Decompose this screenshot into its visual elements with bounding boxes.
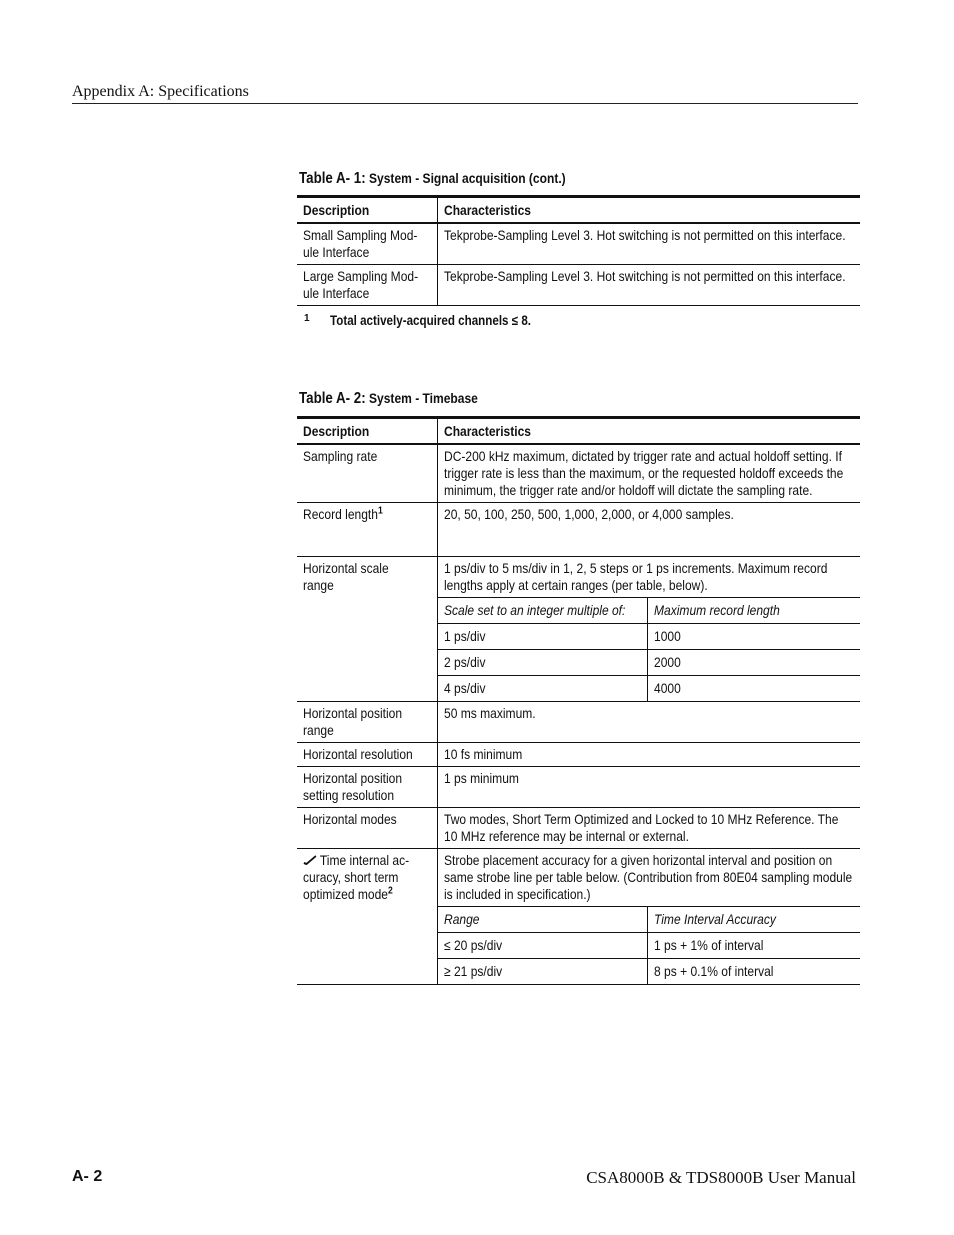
subtable-head-left: Scale set to an integer multiple of: (438, 598, 648, 624)
table-a1-caption-text: System - Signal acquisition (cont.) (369, 170, 566, 186)
subtable-row: ≤ 20 ps/div 1 ps + 1% of interval (438, 933, 860, 959)
row-desc: Large Sampling Mod- ule Interface (297, 265, 438, 306)
footnote-text: Total actively-acquired channels ≤ 8. (329, 313, 531, 328)
footnote-number: 1 (304, 313, 310, 324)
subtable-head-left: Range (438, 907, 648, 933)
table-a2-caption (299, 390, 478, 408)
row-char: Tekprobe-Sampling Level 3. Hot switching is not permitted on this interface. (438, 265, 861, 306)
table-row (297, 444, 860, 503)
checkmark-icon (303, 855, 317, 865)
table-a1-footnote (304, 313, 563, 328)
table-row (297, 767, 860, 808)
table-row (297, 557, 860, 702)
subtable-head-right: Time Interval Accuracy (648, 907, 861, 933)
row-char: 1 ps/div to 5 ms/div in 1, 2, 5 steps or 1 ps increments. Maximum record lengths apply at certain ranges (per table, below). Scale set to an integer multiple of: Maximum record length 1 ps/div 1000 2 ps/div 2000 4 ps/div 4000 (438, 557, 861, 702)
table-row (297, 702, 860, 743)
table-row (297, 223, 860, 265)
table-a2-caption-text: System - Timebase (369, 390, 478, 406)
table-a1-caption-lead: Table A- 1: (299, 170, 366, 187)
table-a1-caption (299, 170, 566, 188)
row-desc: Record length$^1$ (297, 503, 438, 557)
table-a1-col-characteristics: Characteristics (438, 197, 861, 224)
table-a1 (297, 195, 860, 306)
subtable-row: 1 ps/div 1000 (438, 624, 860, 650)
table-a1-col-description: Description (297, 197, 438, 224)
row-char: Tekprobe-Sampling Level 3. Hot switching is not permitted on this interface. (438, 223, 861, 265)
subtable-row: 4 ps/div 4000 (438, 676, 860, 702)
running-head: Appendix A: Specifications (72, 82, 858, 104)
row-desc: Small Sampling Mod- ule Interface (297, 223, 438, 265)
table-a2-col-description: Description (297, 418, 438, 445)
row-char: 1 ps minimum (438, 767, 861, 808)
row-desc: Horizontal resolution (297, 743, 438, 767)
row-desc: Sampling rate (297, 444, 438, 503)
scale-subtable (438, 598, 860, 701)
subtable-row: 2 ps/div 2000 (438, 650, 860, 676)
row-char: 20, 50, 100, 250, 500, 1,000, 2,000, or 4,000 samples. (438, 503, 861, 557)
row-char: Strobe placement accuracy for a given horizontal interval and position on same strobe line per table below. (Contribution from 80E04 sampling module is included in specification.) Range Time Interval Accuracy ≤ 20 ps/div 1 ps + 1% of interval ≥ 21 ps/div 8 ps + 0.1% of interval (438, 849, 861, 985)
table-a2-caption-lead: Table A- 2: (299, 390, 366, 407)
accuracy-subtable (438, 907, 860, 984)
row-desc: Horizontal position range (297, 702, 438, 743)
manual-title: CSA8000B & TDS8000B User Manual (586, 1168, 856, 1187)
row-char: 50 ms maximum. (438, 702, 861, 743)
table-row (297, 503, 860, 557)
row-char: 10 fs minimum (438, 743, 861, 767)
row-char: Two modes, Short Term Optimized and Locked to 10 MHz Reference. The 10 MHz reference may be internal or external. (438, 808, 861, 849)
row-desc: Horizontal position setting resolution (297, 767, 438, 808)
subtable-row: ≥ 21 ps/div 8 ps + 0.1% of interval (438, 959, 860, 985)
page-number: A- 2 (72, 1168, 103, 1185)
table-a2-col-characteristics: Characteristics (438, 418, 861, 445)
table-row (297, 849, 860, 985)
row-char: DC-200 kHz maximum, dictated by trigger rate and actual holdoff setting. If trigger rate is less than the maximum, or the requested holdoff exceeds the minimum, the trigger rate and/or holdoff will dictate the sampling rate. (438, 444, 861, 503)
table-row (297, 743, 860, 767)
table-row (297, 808, 860, 849)
subtable-head-right: Maximum record length (648, 598, 861, 624)
row-desc: Horizontal modes (297, 808, 438, 849)
row-desc: Horizontal scale range (297, 557, 438, 702)
row-desc: Time internal ac- curacy, short term optimized mode$^2$ (297, 849, 438, 985)
table-a2 (297, 416, 860, 985)
table-row (297, 265, 860, 306)
